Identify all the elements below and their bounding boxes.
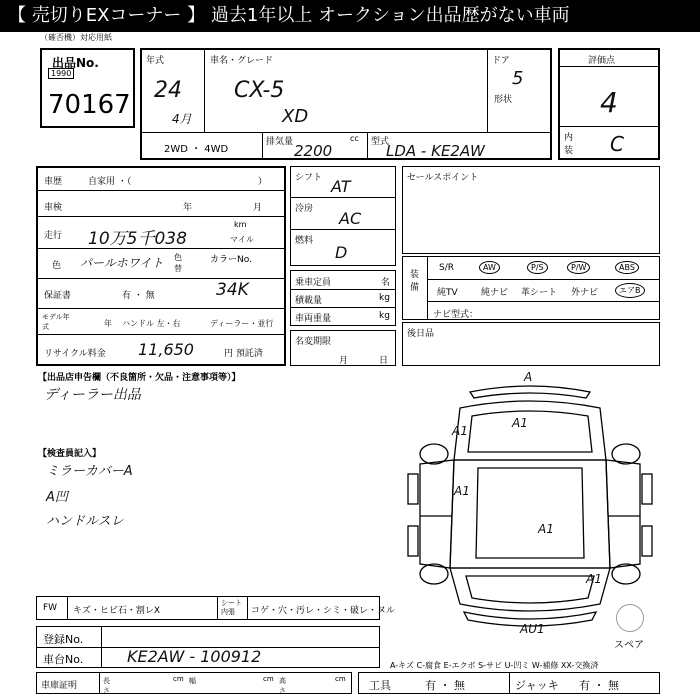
chassis-label: 車台No. <box>43 653 84 666</box>
shift-label: シフト <box>295 173 323 183</box>
inspector-line-1: ミラーカバーA <box>46 464 133 479</box>
model-year-unit: 年 <box>104 319 112 328</box>
deadline-day: 日 <box>379 356 389 366</box>
history-box <box>36 166 286 366</box>
load-label: 積載量 <box>295 296 323 306</box>
recycle-unit: 円 預託済 <box>224 349 263 359</box>
page-header: 【 売切りEXコーナー 】 過去1年以上 オークション出品歴がない車両 <box>0 0 700 32</box>
equip-sr: S/R <box>439 263 454 273</box>
color-no-label: カラーNo. <box>210 255 252 265</box>
equipment-label: 装備 <box>410 270 420 293</box>
displacement-value: 2200 <box>294 142 333 160</box>
equip-ps: P/S <box>527 261 548 274</box>
sales-point-label: セールスポイント <box>407 173 479 183</box>
interior-value: C <box>610 132 624 156</box>
year-month: 4月 <box>172 112 192 126</box>
tools-row <box>358 672 660 694</box>
interior-label: 内装 <box>564 133 574 156</box>
seller-report-label: 【出品店申告欄（不良箇所・欠品・注意事項等）】 <box>38 373 241 383</box>
certificate-width: 幅 <box>189 677 196 685</box>
capacity-unit: 名 <box>381 278 391 288</box>
equip-tv: 純TV <box>437 288 458 298</box>
handle-options: ハンドル 左・右 <box>122 319 181 328</box>
inspector-line-2: A凹 <box>46 490 68 505</box>
recycle-value: 11,650 <box>138 340 194 359</box>
fuel-value: D <box>335 243 348 262</box>
certificate-cm-3: cm <box>335 675 346 683</box>
mileage-label: 走行 <box>44 231 63 241</box>
notes-label: 後日品 <box>407 329 435 339</box>
ac-value: AC <box>339 209 362 228</box>
doors-label: ドア <box>492 56 510 66</box>
deadline-box <box>290 330 396 366</box>
capacity-box <box>290 270 396 326</box>
damage-mark-4: A1 <box>538 522 554 536</box>
certificate-length: 長さ <box>103 677 110 695</box>
capacity-label: 乗車定員 <box>295 278 332 288</box>
type-label: 型式 <box>371 137 390 147</box>
mileage-unit-km: km <box>234 220 247 229</box>
inspector-line-3: ハンドルスレ <box>46 514 124 529</box>
top-note: （確否機）対応用紙 <box>40 33 112 42</box>
seller-report-text: ディーラー出品 <box>44 387 141 403</box>
equip-aw: AW <box>479 261 500 274</box>
equipment-box <box>402 256 660 320</box>
color-label: 色 <box>52 261 62 271</box>
damage-mark-1: A1 <box>452 424 468 438</box>
history-close: ） <box>258 177 268 187</box>
notes-box <box>402 322 660 366</box>
fw-label: FW <box>43 603 58 613</box>
lot-small: 1990 <box>48 68 74 79</box>
equip-ext-navi: 外ナビ <box>571 288 599 298</box>
chassis-value: KE2AW - 100912 <box>127 647 262 666</box>
equip-leather: 革シート <box>521 288 558 298</box>
score-label: 評価点 <box>588 56 616 66</box>
fw-row <box>36 596 396 620</box>
type-value: LDA - KE2AW <box>386 142 485 160</box>
fw-items2: コゲ・穴・汚レ・シミ・破レ・ヌル <box>251 606 396 616</box>
damage-mark-5: A1 <box>586 572 602 586</box>
model-year-label: モデル年式 <box>42 313 70 331</box>
model-value: CX-5 <box>234 78 285 103</box>
inspection-label: 車検 <box>44 203 63 213</box>
drive-options: 2WD ・ 4WD <box>164 144 229 155</box>
warranty-label: 保証書 <box>44 291 72 301</box>
lot-box <box>40 48 135 128</box>
jack-label: ジャッキ <box>515 679 559 692</box>
certificate-row <box>36 672 352 694</box>
year-value: 24 <box>154 78 182 103</box>
lot-number: 70167 <box>48 90 131 120</box>
damage-top: A <box>524 370 533 384</box>
spare-label: スペア <box>614 640 644 651</box>
equip-pw: P/W <box>567 261 590 274</box>
damage-legend: A-キズ C-腐食 E-エクボ S-サビ U-凹ミ W-補修 XX-交換済 <box>390 661 599 670</box>
fw-items: キズ・ヒビ石・割レX <box>73 606 160 616</box>
deadline-label: 名変期限 <box>295 337 332 347</box>
jack-options: 有 ・ 無 <box>579 679 619 692</box>
year-label: 年式 <box>146 56 165 66</box>
history-options: 自家用 ・（ <box>88 177 132 187</box>
score-value: 4 <box>600 86 618 119</box>
certificate-cm-1: cm <box>173 675 184 683</box>
drivetrain-box <box>290 166 396 266</box>
dealer-options: ディーラー・並行 <box>210 319 274 328</box>
registration-label: 登録No. <box>43 633 84 646</box>
displacement-label: 排気量 <box>266 137 294 147</box>
shift-value: AT <box>331 177 351 196</box>
deadline-month: 月 <box>339 356 349 366</box>
equip-navi-type: ナビ型式： <box>433 310 479 320</box>
damage-mark-3: A1 <box>454 484 470 498</box>
tools-options: 有 ・ 無 <box>425 679 465 692</box>
inspector-label: 【検査員記入】 <box>38 449 102 459</box>
history-label: 車歴 <box>44 177 63 187</box>
inspection-month: 月 <box>253 203 263 213</box>
car-damage-diagram <box>400 368 660 638</box>
equip-abs: ABS <box>615 261 639 274</box>
weight-unit: kg <box>379 311 390 321</box>
sales-point-box <box>402 166 660 254</box>
load-unit: kg <box>379 293 390 303</box>
certificate-height: 高さ <box>279 677 286 695</box>
color-value: パールホワイト <box>80 256 164 270</box>
equip-navi: 純ナビ <box>481 288 509 298</box>
equip-airbag: エアB <box>615 283 645 298</box>
damage-mark-2: A1 <box>512 416 528 430</box>
certificate-cm-2: cm <box>263 675 274 683</box>
mileage-value: 10万5千038 <box>88 229 187 249</box>
name-label: 車名・グレード <box>210 56 274 66</box>
registration-box <box>36 626 380 668</box>
displacement-unit: cc <box>350 134 359 143</box>
fuel-label: 燃料 <box>295 236 314 246</box>
warranty-options: 有 ・ 無 <box>122 291 155 301</box>
color-change: 色替 <box>174 253 182 273</box>
recycle-label: リサイクル料金 <box>44 349 106 359</box>
lot-label: 出品No. <box>52 56 99 70</box>
shape-label: 形状 <box>494 95 513 105</box>
color-no-value: 34K <box>216 280 249 300</box>
tools-label: 工具 <box>369 679 391 692</box>
mileage-unit-mile: マイル <box>230 235 254 244</box>
score-box <box>558 48 660 160</box>
inspection-year: 年 <box>183 203 193 213</box>
grade-value: XD <box>282 106 309 127</box>
weight-label: 車両重量 <box>295 314 332 324</box>
ac-label: 冷房 <box>295 204 314 214</box>
damage-mark-6: AU1 <box>520 622 545 636</box>
certificate-label: 車庫証明 <box>41 681 78 691</box>
spare-tire-icon <box>616 604 644 632</box>
fw-sheet: シート 内張 <box>221 599 242 616</box>
vehicle-info-box <box>140 48 552 160</box>
doors-value: 5 <box>512 68 524 89</box>
